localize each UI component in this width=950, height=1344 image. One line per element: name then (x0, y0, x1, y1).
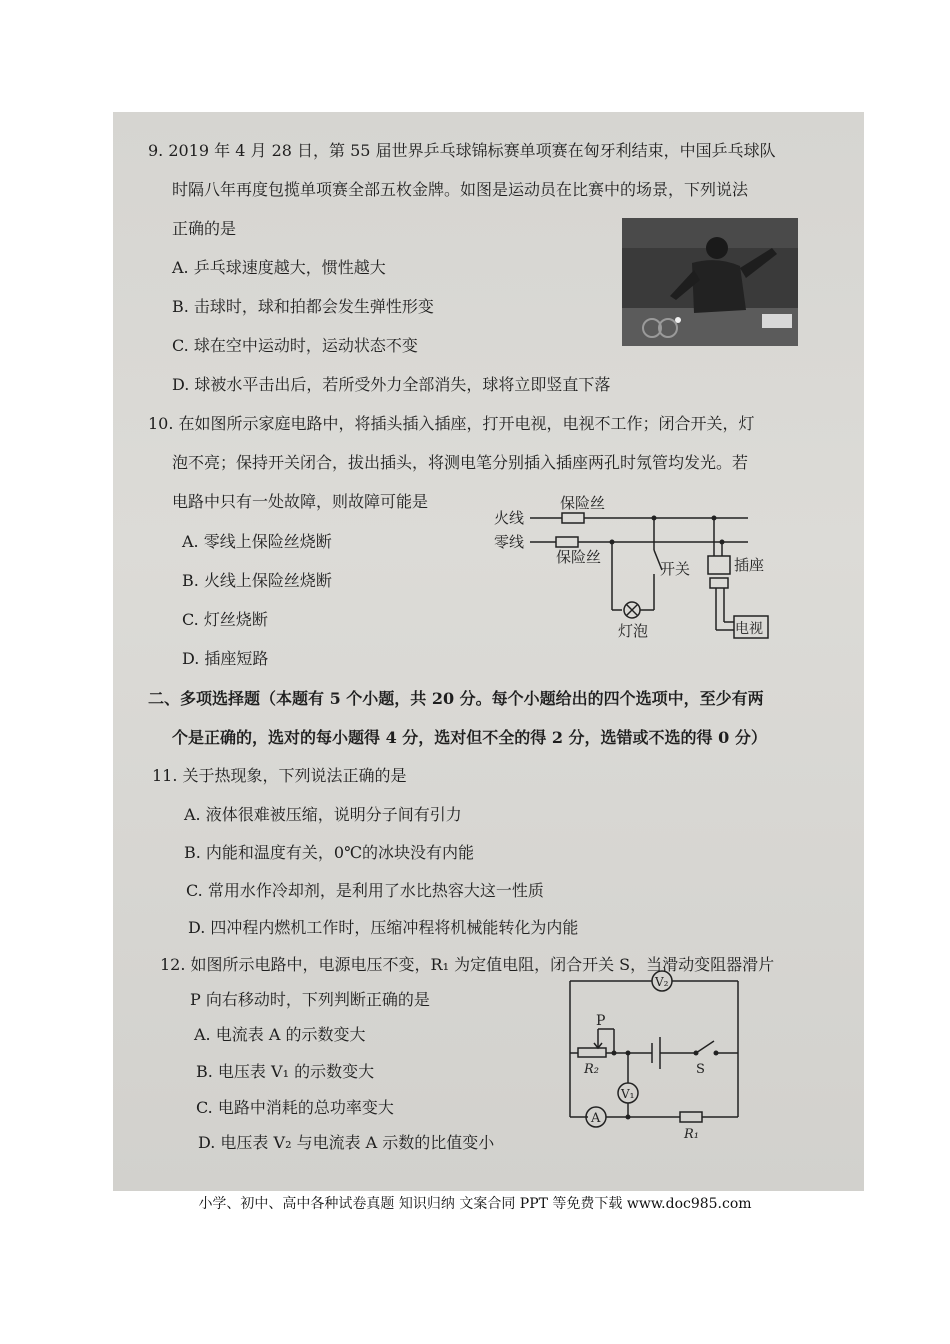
rheostat-circuit-diagram (560, 965, 750, 1145)
q10-stem-line-1: 10. 在如图所示家庭电路中，将插头插入插座，打开电视，电视不工作；闭合开关，灯 (148, 414, 755, 433)
table-tennis-photo (622, 218, 798, 346)
q12-option-a: A. 电流表 A 的示数变大 (194, 1025, 366, 1044)
junction-dot (652, 516, 657, 521)
q12-option-d: D. 电压表 V₂ 与电流表 A 示数的比值变小 (198, 1133, 495, 1152)
junction-dot (712, 516, 717, 521)
junction-dot (626, 1051, 631, 1056)
q12-stem-line-1: 12. 如图所示电路中，电源电压不变，R₁ 为定值电阻，闭合开关 S，当滑动变阻器滑片 (160, 955, 775, 974)
q10-option-a: A. 零线上保险丝烧断 (182, 532, 332, 551)
ammeter-label: A (591, 1111, 601, 1126)
q11-option-b: B. 内能和温度有关，0℃的冰块没有内能 (184, 843, 475, 862)
junction-dot (612, 1051, 617, 1056)
q11-option-c: C. 常用水作冷却剂，是利用了水比热容大这一性质 (186, 881, 544, 900)
q10-stem-line-2: 泡不亮；保持开关闭合，拔出插头，将测电笔分别插入插座两孔时氖管均发光。若 (172, 453, 749, 472)
q12-option-c: C. 电路中消耗的总功率变大 (196, 1098, 394, 1117)
neutral-wire-label: 零线 (494, 533, 525, 551)
voltmeter-v2-label: V₂ (655, 975, 669, 989)
tv-label: 电视 (735, 621, 763, 637)
q10-stem-line-3: 电路中只有一处故障，则故障可能是 (172, 492, 429, 511)
junction-dot (720, 540, 725, 545)
q11-option-a: A. 液体很难被压缩，说明分子间有引力 (184, 805, 462, 824)
q10-option-c: C. 灯丝烧断 (182, 610, 268, 629)
junction-dot (694, 1051, 699, 1056)
q9-stem-line-1: 9. 2019 年 4 月 28 日，第 55 届世界乒乓球锦标赛单项赛在匈牙利结束，中国乒乓球队 (148, 141, 776, 160)
slider-p-label: P (596, 1013, 606, 1029)
q10-option-b: B. 火线上保险丝烧断 (182, 571, 332, 590)
q9-stem-line-2: 时隔八年再度包揽单项赛全部五枚金牌。如图是运动员在比赛中的场景，下列说法 (172, 180, 749, 199)
switch-s-label: S (696, 1062, 705, 1077)
resistor-r2-label: R₂ (584, 1062, 599, 1077)
junction-dot (714, 1051, 719, 1056)
resistor-r1-label: R₁ (684, 1127, 699, 1142)
bulb-label: 灯泡 (618, 622, 649, 640)
q9-option-b: B. 击球时，球和拍都会发生弹性形变 (172, 297, 434, 316)
switch-label: 开关 (660, 560, 691, 578)
junction-dot (610, 540, 615, 545)
junction-dot (626, 1115, 631, 1120)
section2-heading-line-1: 二、多项选择题（本题有 5 个小题，共 20 分。每个小题给出的四个选项中，至少有两 (148, 689, 764, 708)
q9-option-d: D. 球被水平击出后，若所受外力全部消失，球将立即竖直下落 (172, 375, 611, 394)
q11-option-d: D. 四冲程内燃机工作时，压缩冲程将机械能转化为内能 (188, 918, 579, 937)
live-wire-label: 火线 (494, 509, 525, 527)
footer-note: 小学、初中、高中各种试卷真题 知识归纳 文案合同 PPT 等免费下载 www.doc985.com (198, 1196, 752, 1212)
fuse-top-label: 保险丝 (560, 494, 606, 512)
household-circuit-diagram (490, 490, 790, 660)
section2-heading-line-2: 个是正确的，选对的每小题得 4 分，选对但不全的得 2 分，选错或不选的得 0 分） (172, 728, 767, 747)
q11-stem: 11. 关于热现象，下列说法正确的是 (152, 766, 407, 785)
voltmeter-v1-label: V₁ (621, 1087, 635, 1101)
q9-stem-line-3: 正确的是 (172, 219, 237, 238)
table-tennis-photo-image (622, 218, 798, 346)
q9-option-c: C. 球在空中运动时，运动状态不变 (172, 336, 418, 355)
q12-stem-line-2: P 向右移动时，下列判断正确的是 (190, 990, 430, 1009)
q12-option-b: B. 电压表 V₁ 的示数变大 (196, 1062, 375, 1081)
q9-option-a: A. 乒乓球速度越大，惯性越大 (172, 258, 386, 277)
fuse-bottom-label: 保险丝 (556, 548, 602, 566)
socket-label: 插座 (734, 556, 765, 574)
q10-option-d: D. 插座短路 (182, 649, 269, 668)
